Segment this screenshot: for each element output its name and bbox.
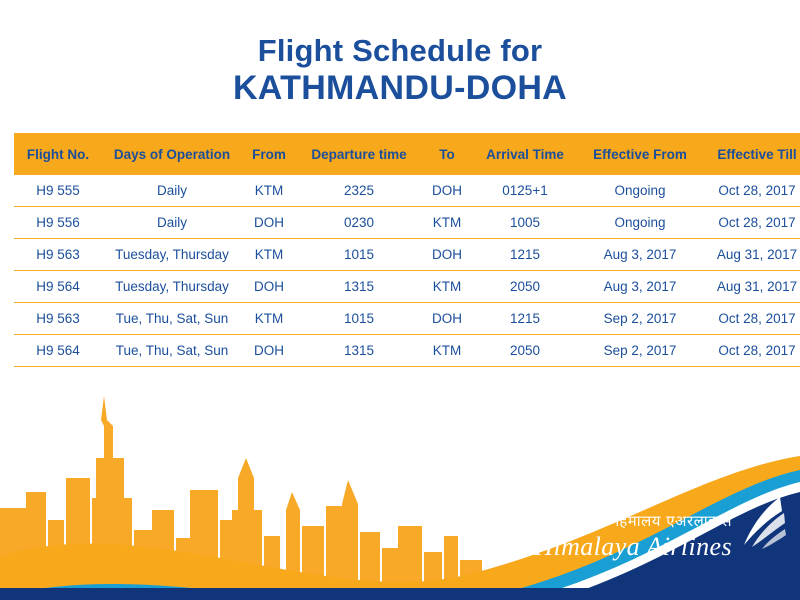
cell-from: KTM <box>242 303 296 335</box>
cell-effective-till: Aug 31, 2017 <box>702 271 800 303</box>
column-header-effective-till: Effective Till <box>702 133 800 175</box>
table-header-row <box>14 133 800 175</box>
cell-from: KTM <box>242 239 296 271</box>
cell-departure: 0230 <box>296 207 422 239</box>
column-header-arrival-time: Arrival Time <box>472 133 578 175</box>
cell-arrival: 1005 <box>472 207 578 239</box>
cell-arrival: 2050 <box>472 335 578 367</box>
airline-name-english: Himalaya Airlines <box>534 532 732 561</box>
cell-to: DOH <box>422 175 472 207</box>
cell-days: Tuesday, Thursday <box>102 271 242 303</box>
column-header-flight-no: Flight No. <box>14 133 102 175</box>
cell-to: DOH <box>422 239 472 271</box>
flight-schedule-table <box>14 133 800 367</box>
schedule-table-container <box>14 133 798 367</box>
cell-to: KTM <box>422 335 472 367</box>
cell-days: Daily <box>102 175 242 207</box>
cell-from: KTM <box>242 175 296 207</box>
cell-arrival: 0125+1 <box>472 175 578 207</box>
cell-to: DOH <box>422 303 472 335</box>
cell-to: KTM <box>422 271 472 303</box>
cell-effective-from: Sep 2, 2017 <box>578 335 702 367</box>
cell-effective-till: Aug 31, 2017 <box>702 239 800 271</box>
cell-effective-from: Sep 2, 2017 <box>578 303 702 335</box>
title-line-1: Flight Schedule for <box>257 33 543 68</box>
table-row <box>14 207 800 239</box>
cell-departure: 1015 <box>296 303 422 335</box>
cell-from: DOH <box>242 207 296 239</box>
table-row <box>14 303 800 335</box>
cell-days: Tue, Thu, Sat, Sun <box>102 335 242 367</box>
cell-effective-till: Oct 28, 2017 <box>702 175 800 207</box>
cell-flight-no: H9 555 <box>14 175 102 207</box>
airline-name-nepali: हिमालय एअरलाइन्स <box>615 512 732 530</box>
table-row <box>14 175 800 207</box>
cell-flight-no: H9 556 <box>14 207 102 239</box>
cell-flight-no: H9 564 <box>14 335 102 367</box>
cell-from: DOH <box>242 335 296 367</box>
cell-departure: 1015 <box>296 239 422 271</box>
page-title <box>0 34 800 107</box>
cell-departure: 2325 <box>296 175 422 207</box>
deep-blue-base <box>0 588 800 600</box>
column-header-to: To <box>422 133 472 175</box>
cell-flight-no: H9 563 <box>14 239 102 271</box>
column-header-departure-time: Departure time <box>296 133 422 175</box>
cell-departure: 1315 <box>296 335 422 367</box>
cell-effective-from: Ongoing <box>578 175 702 207</box>
title-line-2: KATHMANDU-DOHA <box>232 68 568 107</box>
column-header-days-of-operation: Days of Operation <box>102 133 242 175</box>
cell-effective-from: Ongoing <box>578 207 702 239</box>
airline-logo-text <box>534 511 732 562</box>
table-row <box>14 271 800 303</box>
cell-arrival: 1215 <box>472 303 578 335</box>
column-header-from: From <box>242 133 296 175</box>
cell-days: Tue, Thu, Sat, Sun <box>102 303 242 335</box>
cell-arrival: 1215 <box>472 239 578 271</box>
footer-artwork <box>0 360 800 600</box>
cell-to: KTM <box>422 207 472 239</box>
cell-effective-till: Oct 28, 2017 <box>702 335 800 367</box>
cell-flight-no: H9 564 <box>14 271 102 303</box>
cell-effective-till: Oct 28, 2017 <box>702 303 800 335</box>
cell-days: Tuesday, Thursday <box>102 239 242 271</box>
cell-effective-till: Oct 28, 2017 <box>702 207 800 239</box>
cell-arrival: 2050 <box>472 271 578 303</box>
cell-effective-from: Aug 3, 2017 <box>578 271 702 303</box>
cell-flight-no: H9 563 <box>14 303 102 335</box>
cell-days: Daily <box>102 207 242 239</box>
himalaya-airlines-logo-icon <box>740 495 786 556</box>
skyline-and-waves-graphic <box>0 360 800 600</box>
column-header-effective-from: Effective From <box>578 133 702 175</box>
table-row <box>14 239 800 271</box>
cell-departure: 1315 <box>296 271 422 303</box>
cell-effective-from: Aug 3, 2017 <box>578 239 702 271</box>
cell-from: DOH <box>242 271 296 303</box>
